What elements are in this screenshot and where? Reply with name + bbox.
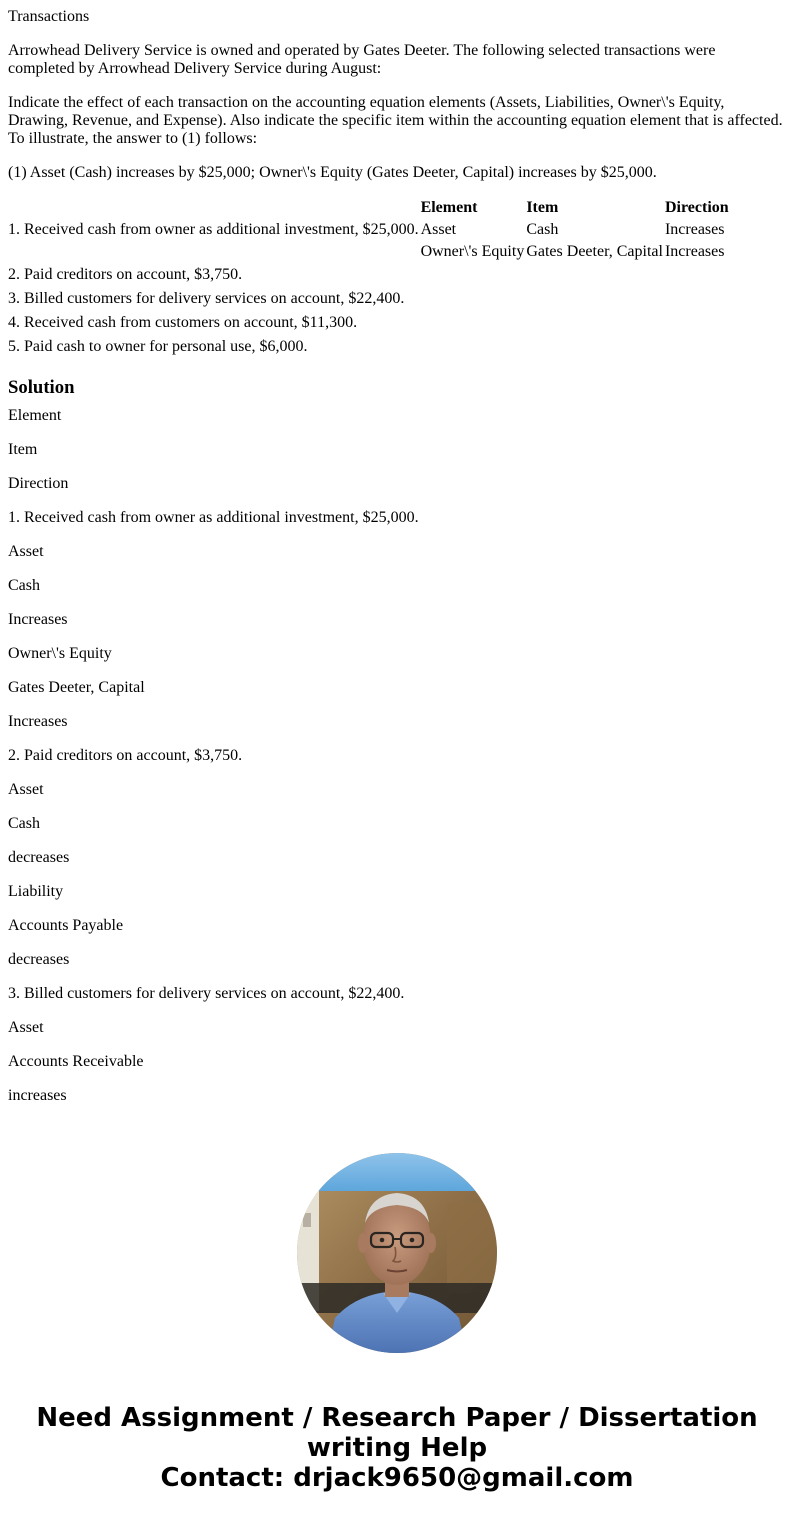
- solution-line: 2. Paid creditors on account, $3,750.: [8, 747, 243, 764]
- table-header-direction: Direction: [664, 199, 729, 216]
- effect-item: Gates Deeter, Capital: [526, 243, 663, 260]
- table-row: [8, 242, 729, 262]
- table-row: [8, 288, 729, 310]
- solution-line: Cash: [8, 815, 40, 832]
- effect-direction: Increases: [664, 243, 725, 260]
- promo-banner: [0, 1403, 794, 1493]
- transactions-table: [6, 196, 731, 360]
- table-row: [8, 264, 729, 286]
- solution-line: Asset: [8, 543, 44, 560]
- table-header-item: Item: [526, 199, 559, 216]
- intro-paragraph: Arrowhead Delivery Service is owned and operated by Gates Deeter. The following selected transactions were completed by Arrowhead Delivery Service during August:: [8, 42, 716, 77]
- solution-line: Owner\'s Equity: [8, 645, 112, 662]
- solution-line: Direction: [8, 475, 69, 492]
- effect-item: Cash: [526, 221, 559, 238]
- solution-line: increases: [8, 1087, 67, 1104]
- effect-element: Owner\'s Equity: [420, 243, 525, 260]
- table-header-element: Element: [420, 199, 478, 216]
- table-header-row: [8, 198, 729, 218]
- solution-line: 1. Received cash from owner as additional investment, $25,000.: [8, 509, 419, 526]
- solution-line: Gates Deeter, Capital: [8, 679, 145, 696]
- solution-list: [8, 407, 786, 1105]
- instruction-paragraph: Indicate the effect of each transaction on the accounting equation elements (Assets, Liabilities, Owner\'s Equity, Drawing, Revenue, and Expense). Also indicate the specific item within the accounting equation element that is affected. To illustrate, the answer to (1) follows:: [8, 94, 783, 147]
- promo-line: Need Assignment / Research Paper / Dissertation: [36, 1403, 758, 1433]
- solution-heading: Solution: [8, 377, 75, 398]
- table-header-blank: [8, 198, 419, 218]
- transaction-description: 2. Paid creditors on account, $3,750.: [8, 266, 243, 283]
- transaction-description: 5. Paid cash to owner for personal use, $6,000.: [8, 338, 308, 355]
- solution-line: Item: [8, 441, 38, 458]
- example-answer: (1) Asset (Cash) increases by $25,000; Owner\'s Equity (Gates Deeter, Capital) increases by $25,000.: [8, 164, 657, 181]
- page-content: [8, 8, 786, 1105]
- avatar-portrait-icon: [297, 1153, 497, 1353]
- solution-line: Accounts Payable: [8, 917, 124, 934]
- table-row: [8, 220, 729, 240]
- table-row: [8, 336, 729, 358]
- solution-line: 3. Billed customers for delivery services on account, $22,400.: [8, 985, 405, 1002]
- solution-line: decreases: [8, 849, 70, 866]
- effect-element: Asset: [420, 221, 457, 238]
- effect-direction: Increases: [664, 221, 725, 238]
- transaction-description: 1. Received cash from owner as additional investment, $25,000.: [8, 221, 419, 238]
- promo-contact: Contact: drjack9650@gmail.com: [160, 1463, 634, 1493]
- avatar: [297, 1153, 497, 1353]
- solution-line: Asset: [8, 781, 44, 798]
- solution-line: decreases: [8, 951, 70, 968]
- solution-line: Cash: [8, 577, 40, 594]
- solution-line: Increases: [8, 713, 68, 730]
- solution-line: Asset: [8, 1019, 44, 1036]
- table-row: [8, 312, 729, 334]
- page-title: Transactions: [8, 8, 90, 25]
- solution-line: Accounts Receivable: [8, 1053, 144, 1070]
- solution-line: Liability: [8, 883, 64, 900]
- solution-line: Increases: [8, 611, 68, 628]
- promo-line: writing Help: [306, 1433, 488, 1463]
- solution-line: Element: [8, 407, 62, 424]
- transaction-description-blank: [8, 242, 419, 262]
- transaction-description: 3. Billed customers for delivery services on account, $22,400.: [8, 290, 405, 307]
- transaction-description: 4. Received cash from customers on account, $11,300.: [8, 314, 358, 331]
